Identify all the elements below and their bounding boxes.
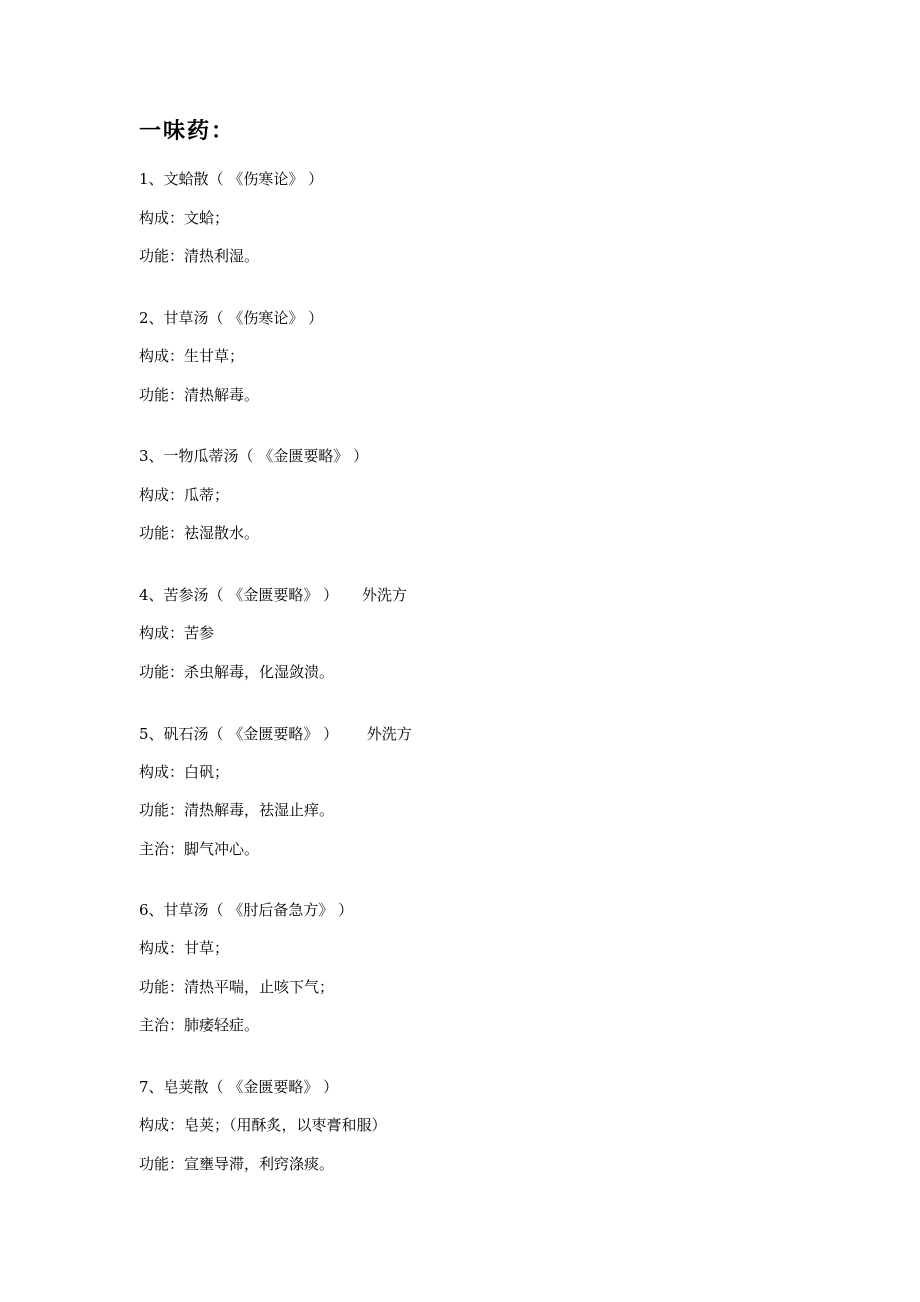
entry-line: 构成：文蛤； [139, 209, 230, 227]
entry-title: 5、矾石汤（ 《金匮要略》 ） 外洗方 [139, 725, 412, 743]
entry-line: 构成：甘草； [139, 939, 230, 957]
entry-line: 功能：祛湿散水。 [139, 524, 260, 542]
entry-title: 2、甘草汤（ 《伤寒论》 ） [139, 309, 324, 327]
entry-line: 构成：生甘草； [139, 347, 245, 365]
entry-title: 6、甘草汤（ 《肘后备急方》 ） [139, 901, 354, 919]
entry-line: 功能：清热平喘，止咳下气； [139, 978, 335, 996]
entry-title: 1、文蛤散（ 《伤寒论》 ） [139, 170, 324, 188]
page-heading: 一味药： [139, 119, 236, 144]
entry-line: 功能：清热利湿。 [139, 247, 260, 265]
entry-line: 功能：宣壅导滞，利窍涤痰。 [139, 1155, 335, 1173]
entry-title: 4、苦参汤（ 《金匮要略》 ） 外洗方 [139, 586, 407, 604]
entry-note: 外洗方 [366, 725, 412, 743]
entry-line: 功能：清热解毒，祛湿止痒。 [139, 801, 335, 819]
entry-title: 7、皂荚散（ 《金匮要略》 ） [139, 1078, 339, 1096]
entry-title: 3、一物瓜蒂汤（ 《金匮要略》 ） [139, 447, 369, 465]
entry-line: 构成：白矾； [139, 763, 230, 781]
entry-line: 构成：瓜蒂； [139, 486, 230, 504]
entry-note: 外洗方 [361, 586, 407, 604]
entry-line: 功能：杀虫解毒，化湿敛溃。 [139, 663, 335, 681]
entry-line: 主治：肺痿轻症。 [139, 1016, 260, 1034]
entry-line: 主治：脚气冲心。 [139, 840, 260, 858]
entry-line: 构成：苦参 [139, 624, 215, 642]
entry-line: 功能：清热解毒。 [139, 386, 260, 404]
entry-line: 构成：皂荚；（用酥炙，以枣膏和服） [139, 1116, 387, 1134]
